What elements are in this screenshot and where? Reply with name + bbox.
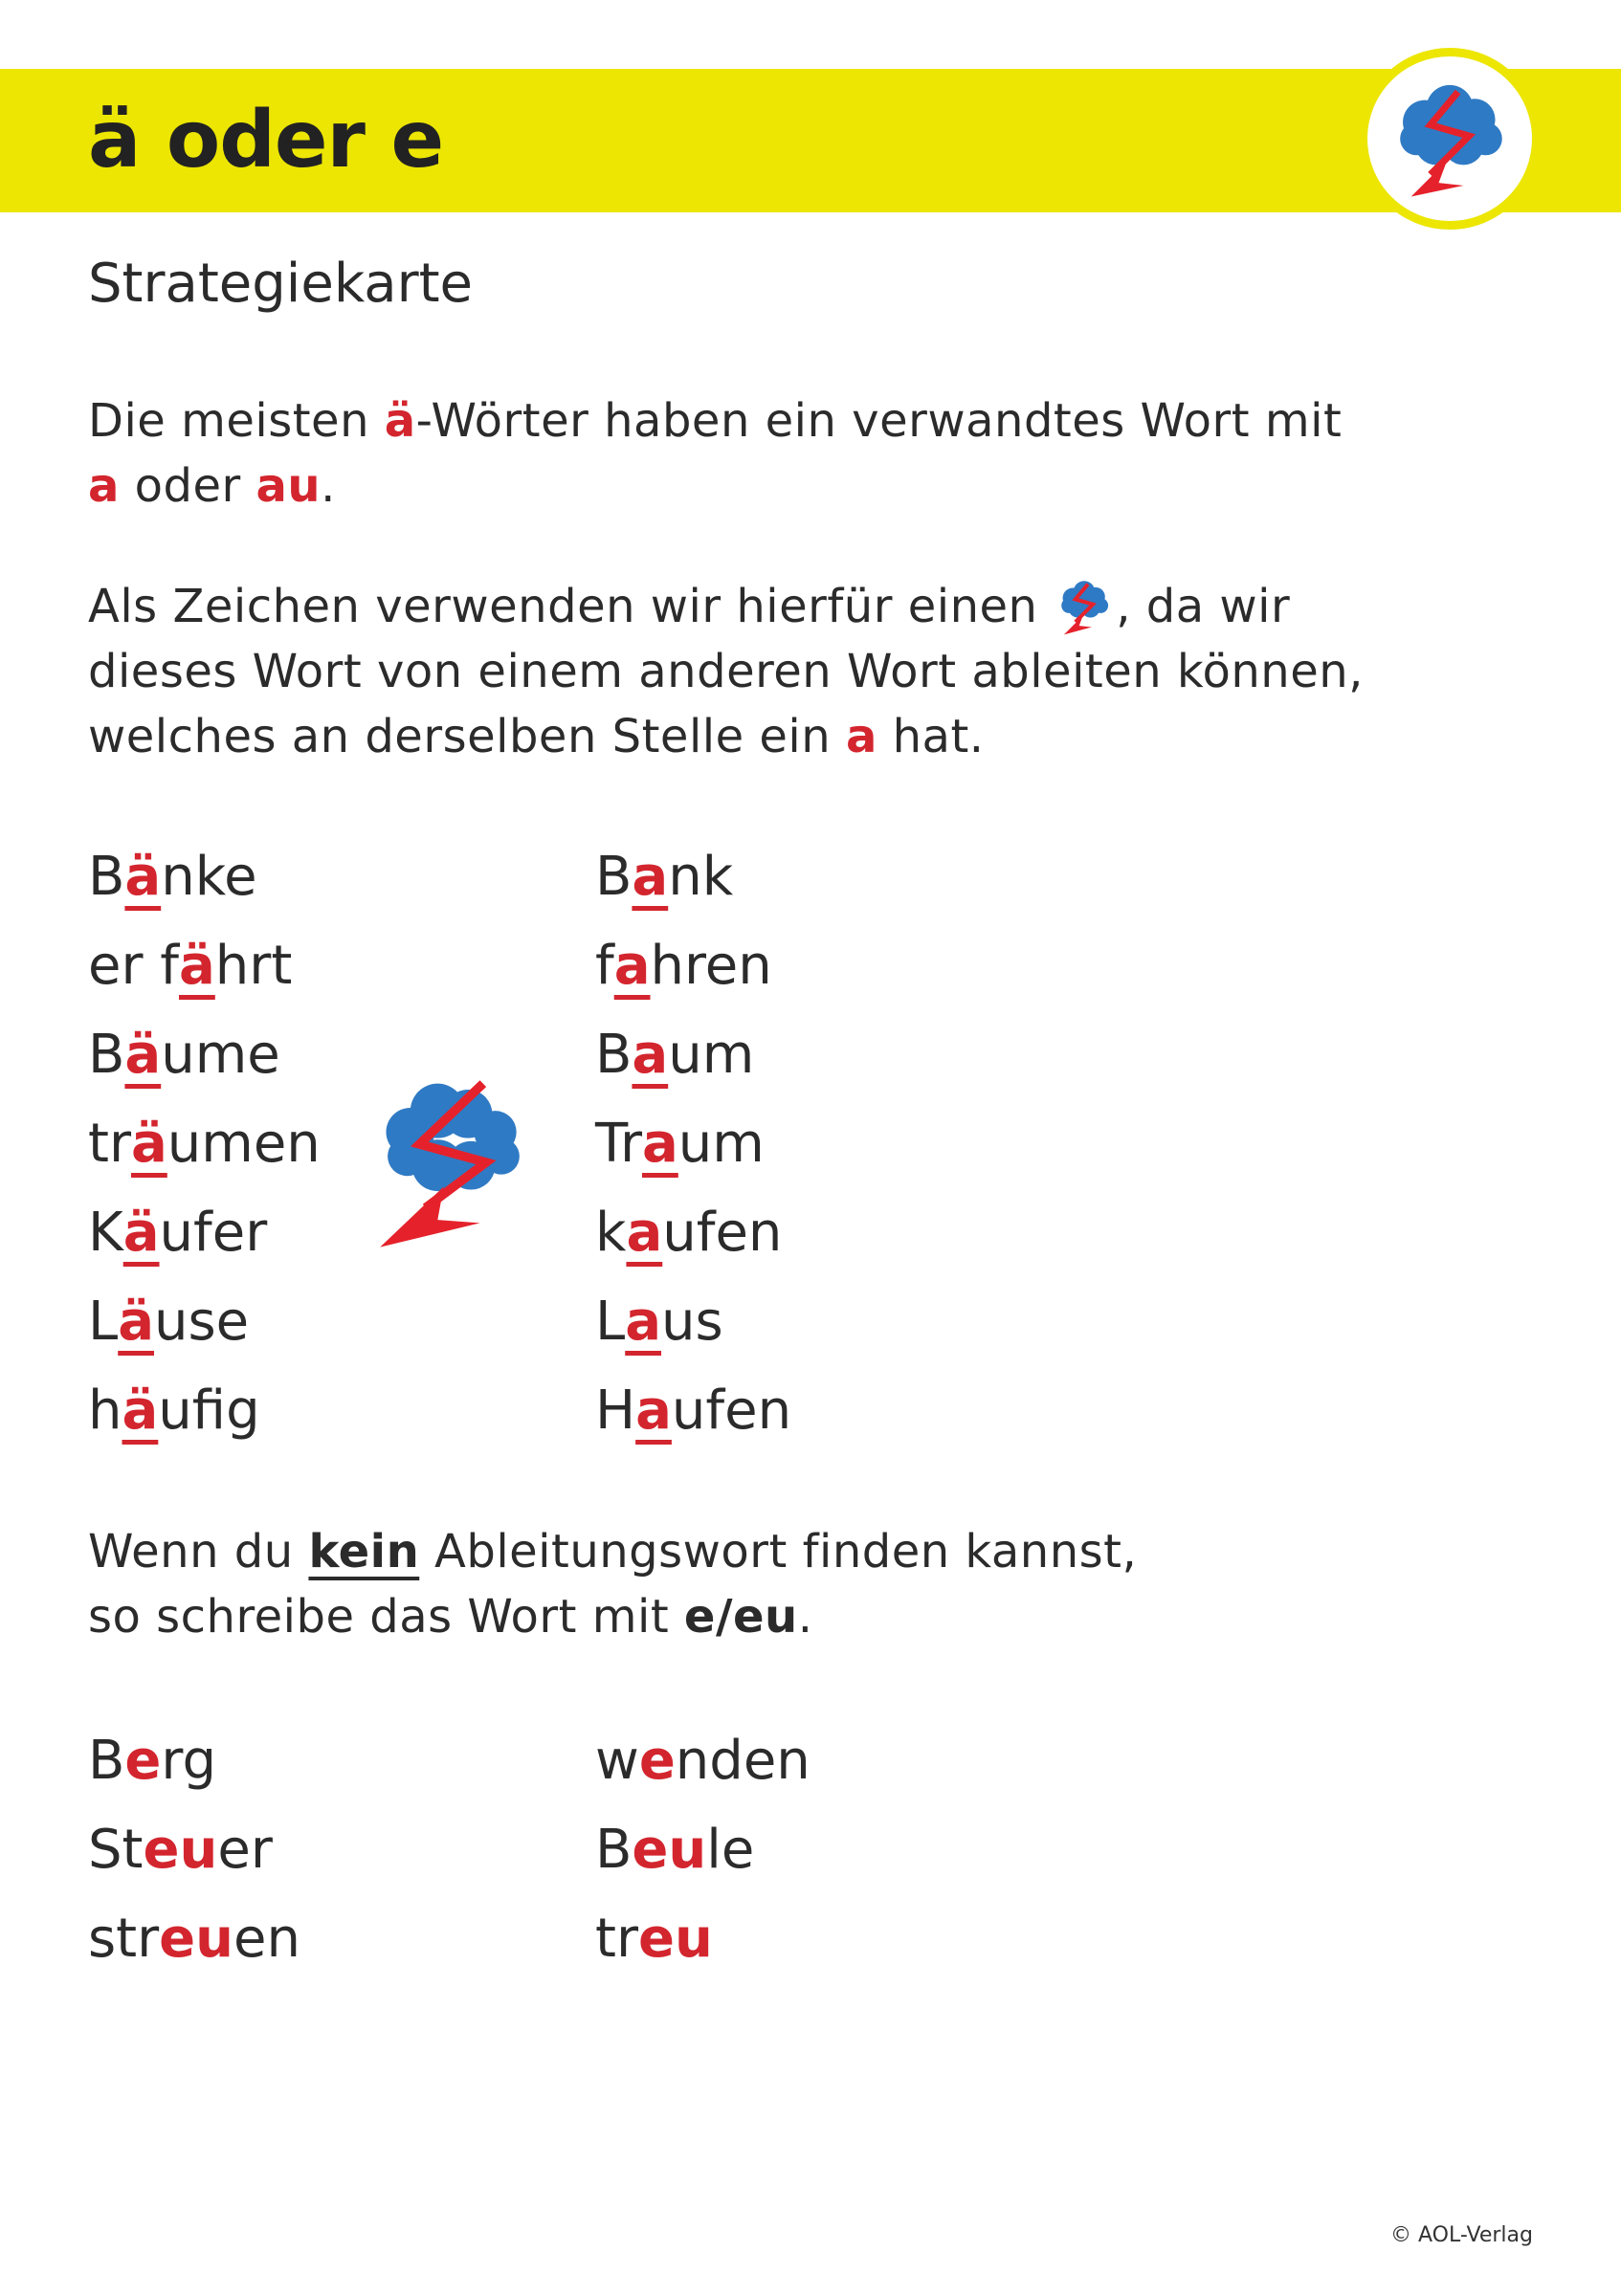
word-left <box>88 1728 216 1795</box>
text: ume <box>161 1024 280 1086</box>
text: hat. <box>877 710 985 763</box>
text: nke <box>161 846 257 908</box>
highlight-letter: eu <box>637 1908 713 1970</box>
highlight-letter: eu <box>143 1819 218 1881</box>
text: um <box>677 1113 765 1175</box>
text: us <box>661 1291 723 1353</box>
word-left <box>88 1817 273 1884</box>
word-right <box>595 1817 754 1884</box>
text: . <box>797 1590 813 1644</box>
text: ufen <box>671 1380 792 1442</box>
marked-letter: a <box>632 1024 669 1086</box>
subtitle: Strategiekarte <box>88 253 474 315</box>
text: tr <box>595 1908 638 1970</box>
text: B <box>88 1730 125 1792</box>
word-right <box>595 844 733 911</box>
text: B <box>88 1024 125 1086</box>
word-left <box>88 1378 260 1445</box>
word-right <box>595 1200 782 1267</box>
text: k <box>595 1202 627 1264</box>
marked-letter: a <box>626 1202 663 1264</box>
word-left <box>88 844 257 911</box>
marked-letter: ä <box>124 846 162 908</box>
highlight-letter: eu <box>632 1819 707 1881</box>
marked-letter: a <box>625 1291 661 1353</box>
word-left <box>88 933 292 1000</box>
cloud-lightning-arrow-icon <box>1381 70 1519 208</box>
text: um <box>668 1024 755 1086</box>
text: Ableitungswort finden kannst, <box>419 1525 1138 1578</box>
copyright: © AOL-Verlag <box>1390 2223 1533 2247</box>
marked-letter: ä <box>124 1024 162 1086</box>
text: B <box>595 846 633 908</box>
cloud-lightning-arrow-icon <box>1053 574 1116 637</box>
text: le <box>706 1819 755 1881</box>
text: K <box>88 1202 123 1264</box>
marked-letter: ä <box>130 1113 167 1175</box>
text: B <box>595 1024 633 1086</box>
highlight-letter: e <box>124 1730 162 1792</box>
text: f <box>595 935 614 997</box>
text: w <box>595 1730 639 1792</box>
text: nk <box>668 846 734 908</box>
text: B <box>88 846 125 908</box>
word-left <box>88 1111 321 1178</box>
text: H <box>595 1380 636 1442</box>
strategy-badge <box>1359 48 1541 230</box>
marked-letter: ä <box>122 1202 160 1264</box>
text: Als Zeichen verwenden wir hierfür einen <box>88 580 1054 633</box>
rule-paragraph <box>88 1519 1137 1649</box>
marked-letter: a <box>613 935 651 997</box>
marked-letter: a <box>632 846 669 908</box>
marked-letter: a <box>635 1380 672 1442</box>
marked-letter: ä <box>179 935 215 997</box>
text: so schreibe das Wort mit <box>88 1590 684 1644</box>
emphasis-word: e/eu <box>683 1590 798 1644</box>
word-left <box>88 1022 280 1089</box>
text: tr <box>88 1113 131 1175</box>
text: rg <box>161 1730 216 1792</box>
word-left <box>88 1906 300 1973</box>
text: ufig <box>158 1380 260 1442</box>
marked-letter: ä <box>122 1380 159 1442</box>
highlight-letter: a <box>845 710 877 763</box>
word-right <box>595 933 772 1000</box>
word-left <box>88 1200 267 1267</box>
text: er f <box>88 935 179 997</box>
word-right <box>595 1022 754 1089</box>
marked-letter: ä <box>118 1291 154 1353</box>
page-title: ä oder e <box>88 95 444 186</box>
intro-paragraph <box>88 388 1342 519</box>
text: ufer <box>159 1202 268 1264</box>
text: er <box>217 1819 273 1881</box>
word-right <box>595 1289 723 1356</box>
text: , da wir <box>1116 580 1291 633</box>
word-left <box>88 1289 249 1356</box>
text: nden <box>675 1730 810 1792</box>
text: L <box>595 1291 626 1353</box>
text: umen <box>167 1113 321 1175</box>
highlight-letter: ä <box>384 394 416 448</box>
text: Die meisten <box>88 394 385 448</box>
text: . <box>321 459 336 513</box>
text: oder <box>119 459 256 513</box>
emphasis-word: kein <box>308 1525 420 1578</box>
text: ufen <box>662 1202 783 1264</box>
text: hren <box>650 935 772 997</box>
text: welches an derselben Stelle ein <box>88 710 846 763</box>
text: Tr <box>595 1113 642 1175</box>
word-right <box>595 1906 713 1973</box>
text: str <box>88 1908 160 1970</box>
highlight-letter: a <box>88 459 120 513</box>
highlight-letter: e <box>638 1730 676 1792</box>
word-right <box>595 1728 810 1795</box>
text: B <box>595 1819 633 1881</box>
word-right <box>595 1378 791 1445</box>
text: use <box>154 1291 250 1353</box>
highlight-letter: au <box>255 459 322 513</box>
text: h <box>88 1380 122 1442</box>
marked-letter: a <box>642 1113 678 1175</box>
text: dieses Wort von einem anderen Wort ableiten können, <box>88 645 1364 698</box>
text: St <box>88 1819 144 1881</box>
highlight-letter: eu <box>159 1908 234 1970</box>
text: hrt <box>214 935 293 997</box>
cloud-lightning-arrow-icon <box>373 1071 526 1253</box>
text: Wenn du <box>88 1525 309 1578</box>
symbol-paragraph <box>88 574 1364 769</box>
word-right <box>595 1111 765 1178</box>
text: en <box>233 1908 300 1970</box>
text: L <box>88 1291 119 1353</box>
text: -Wörter haben ein verwandtes Wort mit <box>415 394 1343 448</box>
